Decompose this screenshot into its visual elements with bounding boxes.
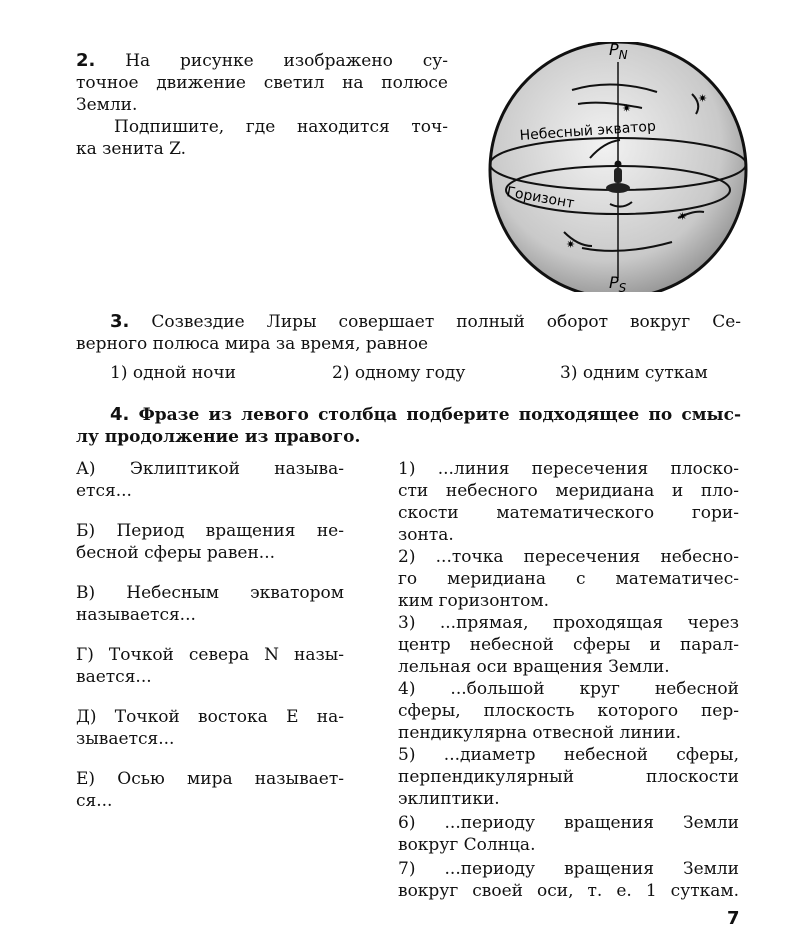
task2-line-1: 2. На рисунке изображено су-	[76, 50, 449, 71]
task3-line-1: 3. Созвездие Лиры совершает полный оборот вокруг Се-	[110, 311, 742, 332]
star-icon-2: ✷	[622, 102, 632, 115]
task3-option-2: 2) одному году	[332, 363, 466, 383]
task2-number: 2.	[76, 50, 96, 71]
pole-north-label: $P_N$	[609, 42, 628, 62]
pole-south-label: $P_S$	[609, 273, 627, 292]
page-number: 7	[727, 908, 740, 929]
task3-option-1: 1) одной ночи	[110, 363, 236, 383]
horizon-label: Горизонт	[505, 184, 576, 212]
task4-left-e: Д) Точкой востока E на- зывается...	[76, 707, 344, 749]
star-icon-3: ✷	[678, 210, 688, 223]
task4-left-c: В) Небесным экватором называется...	[76, 583, 344, 625]
celestial-sphere-diagram	[482, 42, 760, 292]
star-icon-1: ✷	[698, 92, 708, 105]
task4-right-3: 3) ...прямая, проходящая через центр небесной сферы и парал- лельная оси вращения Земли.	[398, 613, 739, 677]
task4-right-5: 5) ...диаметр небесной сферы, перпендикулярный плоскости эклиптики.	[398, 745, 739, 809]
task4-right-4: 4) ...большой круг небесной сферы, плоскость которого пер- пендикулярна отвесной линии.	[398, 679, 739, 743]
task4-right-6: 6) ...периоду вращения Земли вокруг Солнца.	[398, 813, 739, 855]
task3-number: 3.	[110, 311, 130, 332]
task2-sub-line-1: Подпишите, где находится точ-	[114, 117, 448, 137]
task4-number: 4.	[110, 404, 130, 425]
task2-line-2: точное движение светил на полюсе	[76, 73, 448, 93]
task2-line-3: Земли.	[76, 95, 138, 115]
task4-line-1: 4. Фразе из левого столбца подберите подходящее по смыс-	[110, 404, 741, 425]
task3-block	[76, 311, 741, 355]
task2-sub-line-2: ка зенита Z.	[76, 139, 187, 159]
task4-left-d: Г) Точкой севера N назы- вается...	[76, 645, 344, 687]
task2-block	[76, 50, 448, 160]
task3-option-3: 3) одним суткам	[560, 363, 708, 383]
task4-right-1: 1) ...линия пересечения плоско- сти небесного меридиана и пло- скости математического гори- зонта.	[398, 459, 739, 545]
task3-line-2: верного полюса мира за время, равное	[76, 334, 429, 354]
star-icon-4: ✷	[566, 238, 576, 251]
task4-left-a: А) Эклиптикой называ- ется...	[76, 459, 344, 501]
task4-left-b: Б) Период вращения не- бесной сферы равен...	[76, 521, 344, 563]
task4-left-f: Е) Осью мира называет- ся...	[76, 769, 344, 811]
equator-label: Небесный экватор	[519, 118, 657, 144]
task4-block	[76, 404, 741, 448]
task4-right-2: 2) ...точка пересечения небесно- го меридиана с математичес- ким горизонтом.	[398, 547, 739, 611]
task4-line-2: лу продолжение из правого.	[76, 427, 361, 447]
task4-right-7: 7) ...периоду вращения Земли вокруг своей оси, т. е. 1 суткам.	[398, 859, 739, 901]
